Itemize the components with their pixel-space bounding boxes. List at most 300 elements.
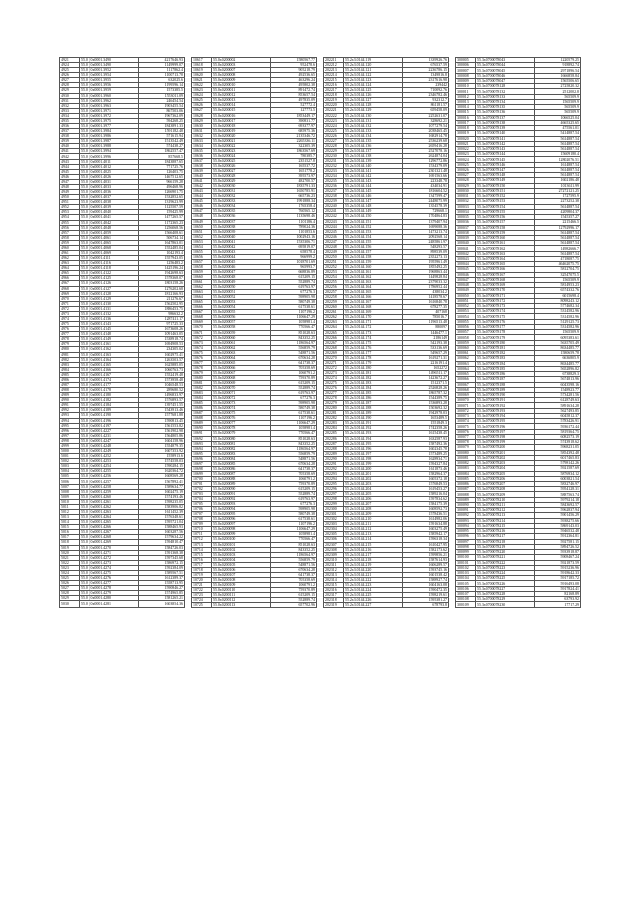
value-cell: 580749.38 (271, 512, 317, 517)
value-cell: 2215466.5 (535, 220, 581, 225)
value-cell: 1590846.27 (139, 586, 185, 591)
value-cell: 552889.74 (271, 492, 317, 497)
value-cell: 1058981.4 (271, 532, 317, 537)
code-cell: 55.0 | 0x0001.3954 (80, 73, 139, 78)
row-id-cell: 5011 (60, 504, 80, 509)
code-cell: 55.0 | 0x0001.4260 (80, 494, 139, 499)
code-cell: 55.0 | 0x0001.4280 (80, 596, 139, 601)
code-cell: 55.0 | 0x0001.4257 (80, 479, 139, 484)
code-cell: 55.0 | 0x0001.3988 (80, 144, 139, 149)
row-id-cell: 202223 (324, 118, 344, 123)
row-id-cell: 300079 (456, 445, 476, 450)
value-cell: 971725.33 (139, 322, 185, 327)
code-cell: 55.3x0700078230 (476, 602, 535, 608)
row-id-cell: 4943 (60, 159, 80, 164)
value-cell: 496468.96 (139, 184, 185, 189)
value-cell: 5854392.48 (535, 450, 581, 455)
value-cell: 5832746.97 (535, 481, 581, 486)
value-cell: 1477265.57 (139, 215, 185, 220)
code-cell: 55.2x3.0144.163 (344, 280, 403, 285)
value-cell: 549657.29 (403, 350, 449, 355)
value-cell: 1513542.49 (139, 139, 185, 144)
value-cell: 1565509.9 (535, 99, 581, 104)
code-cell: 55.3x0700078133 (476, 94, 535, 99)
row-id-cell: 300065 (456, 372, 476, 377)
row-id-cell: 300052 (456, 304, 476, 309)
code-cell: 55.2x3.0144.167 (344, 300, 403, 305)
code-cell: 55.0 | 0x0001.4148 (80, 332, 139, 337)
row-id-cell: 10697 (192, 461, 212, 466)
value-cell: 594268.25 (139, 118, 185, 123)
row-id-cell: 202255 (324, 280, 344, 285)
code-cell: 55.0 | 0x0001.4061 (80, 235, 139, 240)
row-id-cell: 202288 (324, 446, 344, 451)
code-cell: 55.0x0200029 (212, 179, 271, 184)
value-cell: 1598219.61 (403, 592, 449, 597)
row-id-cell: 10679 (192, 370, 212, 375)
code-cell: 55.3x0700078157 (476, 220, 535, 225)
code-cell: 55.2x3.0144.210 (344, 517, 403, 522)
row-id-cell: 300085 (456, 476, 476, 481)
value-cell: 1512371.5 (403, 381, 449, 386)
value-cell: 5812704.75 (535, 267, 581, 272)
code-cell: 55.2x3.0144.144 (344, 184, 403, 189)
row-id-cell: 4960 (60, 245, 80, 250)
row-id-cell: 202257 (324, 290, 344, 295)
row-id-cell: 202232 (324, 163, 344, 168)
value-cell: 6043598.16 (535, 382, 581, 387)
code-cell: 55.2x3.0144.145 (344, 189, 403, 194)
code-cell: 55.0x0200079 (212, 431, 271, 436)
value-cell: 1220579.25 (535, 58, 581, 63)
row-id-cell: 10637 (192, 158, 212, 163)
code-cell: 55.0x0200040 (212, 234, 271, 239)
code-cell: 55.3x0700078155 (476, 209, 535, 214)
code-cell: 55.2x3.0144.128 (344, 103, 403, 108)
code-cell: 55.3x0700078192 (476, 403, 535, 408)
row-id-cell: 10669 (192, 320, 212, 325)
code-cell: 55.2x3.0144.177 (344, 350, 403, 355)
value-cell: 5916493.08 (535, 581, 581, 586)
value-cell: 1597834.62 (403, 497, 449, 502)
code-cell: 55.0x0200074 (212, 406, 271, 411)
row-id-cell: 300070 (456, 398, 476, 403)
row-id-cell: 4958 (60, 235, 80, 240)
row-id-cell: 202231 (324, 158, 344, 163)
value-cell: 1106647.29 (271, 315, 317, 320)
code-cell: 55.0x0200055 (212, 310, 271, 315)
row-id-cell: 10618 (192, 63, 212, 68)
value-cell: 770566.47 (271, 431, 317, 436)
value-cell: 5614887.54 (535, 146, 581, 151)
row-id-cell: 4967 (60, 281, 80, 286)
value-cell: 1576348.61 (139, 515, 185, 520)
value-cell: 1591634.88 (403, 522, 449, 527)
code-cell: 55.3x0700078142 (476, 141, 535, 146)
value-cell: 1650785.91 (271, 189, 317, 194)
code-cell: 55.3x0700078202 (476, 455, 535, 460)
code-cell: 55.2x3.0144.214 (344, 537, 403, 542)
code-cell: 55.2x3.0144.160 (344, 264, 403, 269)
code-cell: 55.2x3.0144.157 (344, 249, 403, 254)
row-id-cell: 10703 (192, 492, 212, 497)
table-column-3 (323, 57, 449, 608)
value-cell: 759370.89 (271, 375, 317, 380)
row-id-cell: 202225 (324, 128, 344, 133)
code-cell: 55.0x0200059 (212, 330, 271, 335)
row-id-cell: 202314 (324, 577, 344, 582)
row-id-cell: 10692 (192, 436, 212, 441)
row-id-cell: 5001 (60, 454, 80, 459)
row-id-cell: 300008 (456, 73, 476, 78)
value-cell: 1955961.49 (403, 259, 449, 264)
value-cell: 556859.79 (271, 451, 317, 456)
row-id-cell: 300088 (456, 492, 476, 497)
value-cell: 598905.98 (271, 507, 317, 512)
row-id-cell: 4974 (60, 316, 80, 321)
value-cell: 1567892.41 (139, 479, 185, 484)
value-cell: 598905.98 (271, 401, 317, 406)
code-cell: 55.0x0200073 (212, 401, 271, 406)
row-id-cell: 202226 (324, 133, 344, 138)
code-cell: 55.2x3.0144.180 (344, 365, 403, 370)
row-id-cell: 300097 (456, 539, 476, 544)
code-cell: 55.0x0200047 (212, 269, 271, 274)
code-cell: 55.0x0200063 (212, 350, 271, 355)
value-cell: 6095383.61 (535, 335, 581, 340)
value-cell: 677276.3 (271, 396, 317, 401)
code-cell: 55.2x3.0144.203 (344, 481, 403, 486)
row-id-cell: 10645 (192, 199, 212, 204)
row-id-cell: 10656 (192, 254, 212, 259)
row-id-cell: 300078 (456, 440, 476, 445)
row-id-cell: 202247 (324, 239, 344, 244)
row-id-cell: 10685 (192, 401, 212, 406)
value-cell: 1554879.35 (139, 443, 185, 448)
row-id-cell: 300049 (456, 288, 476, 293)
code-cell: 55.2x3.0144.193 (344, 431, 403, 436)
code-cell: 55.0x0200085 (212, 461, 271, 466)
code-cell: 55.0 | 0x0001.4248 (80, 443, 139, 448)
value-cell: 2624874.04 (403, 153, 449, 158)
value-cell: 5917185.72 (535, 576, 581, 581)
code-cell: 55.2x3.0144.152 (344, 224, 403, 229)
row-id-cell: 5006 (60, 479, 80, 484)
row-id-cell: 10648 (192, 214, 212, 219)
code-cell: 55.0x0200064 (212, 355, 271, 360)
table-column-4 (455, 57, 581, 608)
row-id-cell: 5019 (60, 545, 80, 550)
value-cell: 2485861.97 (403, 239, 449, 244)
value-cell: 1942978.03 (403, 411, 449, 416)
row-id-cell: 300025 (456, 162, 476, 167)
row-id-cell: 300010 (456, 84, 476, 89)
code-cell: 55.3x0700078135 (476, 105, 535, 110)
code-cell: 55.0x0200048 (212, 275, 271, 280)
row-id-cell: 10686 (192, 406, 212, 411)
code-cell: 55.3x0700078153 (476, 199, 535, 204)
row-id-cell: 4970 (60, 296, 80, 301)
value-cell: 1625885.05 (139, 362, 185, 367)
code-cell: 55.3x0700078204 (476, 466, 535, 471)
row-id-cell: 202283 (324, 421, 344, 426)
value-cell: 2252631.07 (403, 113, 449, 118)
code-cell: 55.0x0200092 (212, 497, 271, 502)
row-id-cell: 202311 (324, 562, 344, 567)
code-cell: 55.2x3.0144.215 (344, 542, 403, 547)
value-cell: 1589634.77 (139, 484, 185, 489)
value-cell: 5979214.18 (535, 497, 581, 502)
value-cell: 1551849.3 (403, 421, 449, 426)
row-id-cell: 10622 (192, 83, 212, 88)
value-cell: 2512002.8 (535, 89, 581, 94)
row-id-cell: 10668 (192, 315, 212, 320)
code-cell: 55.0x0200038 (212, 224, 271, 229)
value-cell: 1587614.93 (403, 557, 449, 562)
code-cell: 55.2x3.0144.223 (344, 582, 403, 587)
value-cell: 619763.97 (271, 285, 317, 290)
code-cell: 55.3x0700078138 (476, 120, 535, 125)
row-id-cell: 300067 (456, 382, 476, 387)
row-id-cell: 202214 (324, 73, 344, 78)
value-cell: 1077279.54 (403, 123, 449, 128)
value-cell: 695819.07 (271, 244, 317, 249)
code-cell: 55.2x3.0144.154 (344, 234, 403, 239)
code-cell: 55.3x0700078046 (476, 73, 535, 78)
code-cell: 55.0x0200042 (212, 244, 271, 249)
code-cell: 55.3x0700078148 (476, 173, 535, 178)
code-cell: 55.3x0700078144 (476, 152, 535, 157)
value-cell: 1296772.86 (403, 158, 449, 163)
row-id-cell: 10649 (192, 219, 212, 224)
code-cell: 55.2x3.0144.141 (344, 169, 403, 174)
row-id-cell: 4921 (60, 58, 80, 63)
value-cell: 1610427.95 (403, 542, 449, 547)
row-id-cell: 10674 (192, 345, 212, 350)
code-cell: 55.0x0200027 (212, 169, 271, 174)
value-cell: 5734281.56 (535, 393, 581, 398)
row-id-cell: 202270 (324, 355, 344, 360)
value-cell: 8634485.77 (535, 345, 581, 350)
row-id-cell: 202259 (324, 300, 344, 305)
code-cell: 55.0x0200015 (212, 108, 271, 113)
code-cell: 55.3x0700078193 (476, 408, 535, 413)
value-cell: 1614982.06 (403, 517, 449, 522)
value-cell: 2448075.99 (403, 199, 449, 204)
row-id-cell: 300096 (456, 534, 476, 539)
value-cell: 785016.7 (403, 315, 449, 320)
row-id-cell: 300074 (456, 419, 476, 424)
row-id-cell: 4949 (60, 190, 80, 195)
code-cell: 55.0 | 0x0001.3952 (80, 68, 139, 73)
row-id-cell: 10623 (192, 88, 212, 93)
code-cell: 55.3x0700078215 (476, 523, 535, 528)
row-id-cell: 202309 (324, 552, 344, 557)
row-id-cell: 300089 (456, 497, 476, 502)
row-id-cell: 4937 (60, 129, 80, 134)
value-cell: 1557943.05 (139, 256, 185, 261)
code-cell: 55.0x0200086 (212, 466, 271, 471)
code-cell: 55.2x3.0144.217 (344, 552, 403, 557)
row-id-cell: 4950 (60, 195, 80, 200)
value-cell: 1653489.5 (403, 416, 449, 421)
table-column-2 (191, 57, 317, 608)
value-cell: 1060791.2 (271, 582, 317, 587)
code-cell: 55.0 | 0x0001.4036 (80, 190, 139, 195)
value-cell: 1125507.59 (139, 205, 185, 210)
code-cell: 55.0x0200102 (212, 547, 271, 552)
value-cell: 1543913.46 (139, 408, 185, 413)
code-cell: 55.2x3.0144.121 (344, 68, 403, 73)
row-id-cell: 202306 (324, 537, 344, 542)
row-id-cell: 300039 (456, 235, 476, 240)
value-cell: 615209.15 (271, 592, 317, 597)
value-cell: 668836.89 (271, 269, 317, 274)
row-id-cell: 10708 (192, 517, 212, 522)
code-cell: 55.2x3.0144.192 (344, 426, 403, 431)
value-cell: 670634.28 (271, 355, 317, 360)
row-id-cell: 5022 (60, 560, 80, 565)
row-id-cell: 10638 (192, 163, 212, 168)
value-cell: 5968231.05 (535, 445, 581, 450)
row-id-cell: 300076 (456, 429, 476, 434)
code-cell: 55.0x0200057 (212, 320, 271, 325)
code-cell: 55.3x0700078222 (476, 560, 535, 565)
code-cell: 55.0x0200046 (212, 264, 271, 269)
code-cell: 55.0x0200024 (212, 153, 271, 158)
code-cell: 55.2x3.0144.202 (344, 476, 403, 481)
value-cell: 1612389.37 (139, 575, 185, 580)
code-cell: 55.2x3.0144.120 (344, 63, 403, 68)
row-id-cell: 4975 (60, 322, 80, 327)
code-cell: 55.0 | 0x0001.4040 (80, 210, 139, 215)
code-cell: 55.2x3.0144.220 (344, 567, 403, 572)
value-cell: 5912364.81 (535, 534, 581, 539)
code-cell: 55.0x0200052 (212, 295, 271, 300)
code-cell: 55.0 | 0x0001.3972 (80, 113, 139, 118)
value-cell: 2265336.11 (271, 138, 317, 143)
value-cell: 5614887.54 (535, 141, 581, 146)
row-id-cell: 10694 (192, 446, 212, 451)
value-cell: 580749.38 (271, 406, 317, 411)
row-id-cell: 202212 (324, 63, 344, 68)
value-cell: 1117862.4 (139, 68, 185, 73)
value-cell: 670634.28 (271, 461, 317, 466)
value-cell: 1574965.85 (139, 591, 185, 596)
value-cell: 548871.56 (271, 350, 317, 355)
code-cell: 55.2x3.0144.169 (344, 310, 403, 315)
code-cell: 55.0x0200060 (212, 335, 271, 340)
code-cell: 55.3x0700078159 (476, 230, 535, 235)
value-cell: 2273252.38 (535, 199, 581, 204)
row-id-cell: 202278 (324, 396, 344, 401)
code-cell: 55.0x0200078 (212, 426, 271, 431)
code-cell: 55.0 | 0x0001.4258 (80, 484, 139, 489)
code-cell: 55.0 | 0x0001.3996 (80, 154, 139, 159)
row-id-cell: 4995 (60, 423, 80, 428)
row-id-cell: 10620 (192, 73, 212, 78)
code-cell: 55.0 | 0x0001.4165 (80, 362, 139, 367)
value-cell: 234305.02 (139, 347, 185, 352)
code-cell: 55.2x3.0144.182 (344, 375, 403, 380)
value-cell: 1604163.08 (403, 582, 449, 587)
row-id-cell: 202256 (324, 285, 344, 290)
code-cell: 55.0x0200100 (212, 537, 271, 542)
code-cell: 55.0x0200106 (212, 567, 271, 572)
code-cell: 55.3x0700078229 (476, 597, 535, 602)
row-id-cell: 10659 (192, 269, 212, 274)
row-id-cell: 10716 (192, 557, 212, 562)
code-cell: 55.0x0200095 (212, 512, 271, 517)
code-cell: 55.0x0200018 (212, 123, 271, 128)
row-id-cell: 5004 (60, 469, 80, 474)
row-id-cell: 4980 (60, 347, 80, 352)
row-id-cell: 202282 (324, 416, 344, 421)
code-cell: 55.0 | 0x0001.4026 (80, 174, 139, 179)
value-cell: 1598235.05 (139, 499, 185, 504)
code-cell: 55.3x0700078169 (476, 283, 535, 288)
row-id-cell: 300090 (456, 502, 476, 507)
value-cell: 1652272 (403, 365, 449, 370)
code-cell: 55.0x0200032 (212, 194, 271, 199)
row-id-cell: 10689 (192, 421, 212, 426)
value-cell: 1013611.99 (535, 183, 581, 188)
value-cell: 246454.54 (139, 98, 185, 103)
row-id-cell: 10714 (192, 547, 212, 552)
code-cell: 55.0 | 0x0001.4271 (80, 550, 139, 555)
row-id-cell: 10705 (192, 502, 212, 507)
value-cell: 1496833.97 (139, 393, 185, 398)
value-cell: 1553011.09 (139, 93, 185, 98)
code-cell: 55.0 | 0x0001.3975 (80, 118, 139, 123)
code-cell: 55.2x3.0144.122 (344, 73, 403, 78)
value-cell: 1651778.2 (271, 169, 317, 174)
row-id-cell: 10682 (192, 386, 212, 391)
row-id-cell: 4968 (60, 286, 80, 291)
value-cell: 1855492.25 (403, 264, 449, 269)
value-cell: 1596318.34 (403, 537, 449, 542)
row-id-cell: 300058 (456, 335, 476, 340)
code-cell: 55.2x3.0144.133 (344, 128, 403, 133)
row-id-cell: 300057 (456, 330, 476, 335)
value-cell: 1018701.69 (271, 259, 317, 264)
row-id-cell: 300063 (456, 361, 476, 366)
code-cell: 55.2x3.0144.173 (344, 330, 403, 335)
row-id-cell: 300044 (456, 262, 476, 267)
row-id-cell: 5009 (60, 494, 80, 499)
row-id-cell: 4940 (60, 144, 80, 149)
value-cell: 5614887.54 (535, 136, 581, 141)
row-id-cell: 202312 (324, 567, 344, 572)
code-cell: 55.2x3.0144.147 (344, 199, 403, 204)
value-cell: 1607353.92 (139, 449, 185, 454)
value-cell: 1588465.93 (139, 525, 185, 530)
code-cell: 55.3x0700078167 (476, 272, 535, 277)
value-cell: 789024.36 (271, 224, 317, 229)
code-cell: 55.0x0200105 (212, 562, 271, 567)
row-id-cell: 4955 (60, 220, 80, 225)
row-id-cell: 10671 (192, 330, 212, 335)
code-cell: 55.3x0700078191 (476, 398, 535, 403)
value-cell: 5814953.23 (535, 283, 581, 288)
row-id-cell: 300101 (456, 560, 476, 565)
row-id-cell: 300103 (456, 570, 476, 575)
code-cell: 55.0x0200019 (212, 128, 271, 133)
value-cell: 1699088.36 (403, 224, 449, 229)
code-cell: 55.2x3.0144.131 (344, 118, 403, 123)
row-id-cell: 10681 (192, 381, 212, 386)
code-cell: 55.0 | 0x0001.4177 (80, 383, 139, 388)
